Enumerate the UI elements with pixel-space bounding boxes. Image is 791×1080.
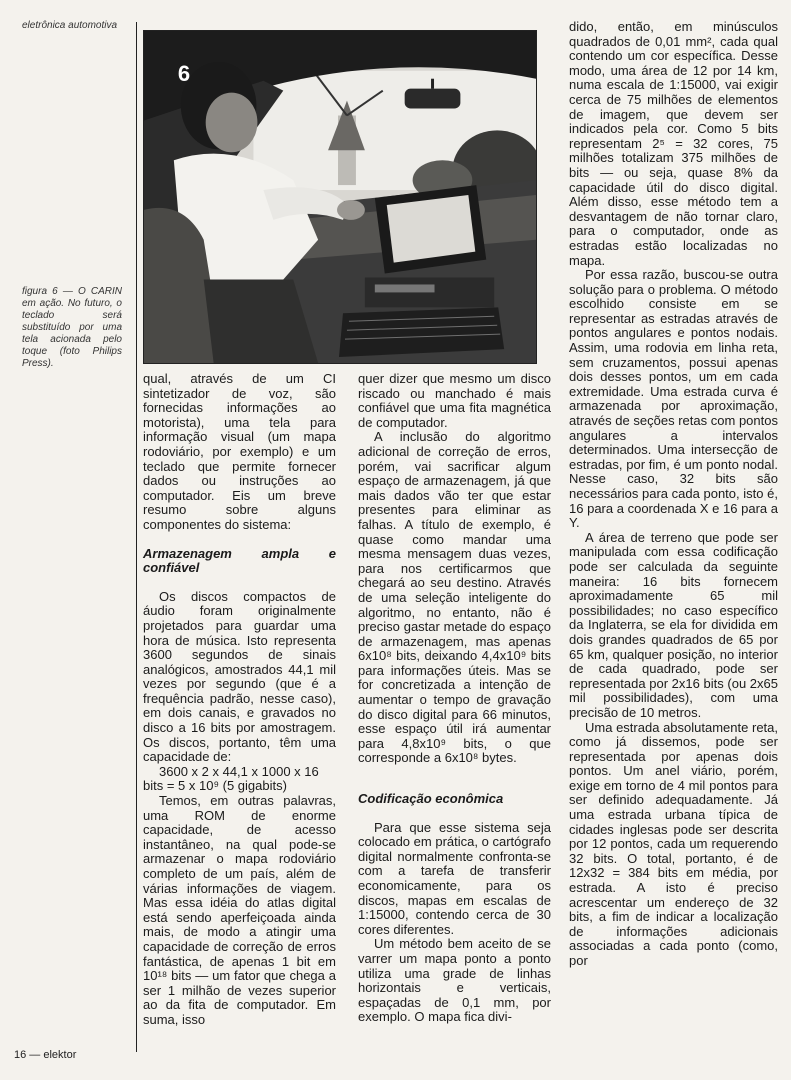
text-column-3 (569, 20, 778, 969)
column-divider (136, 22, 137, 1052)
paragraph: qual, através de um CI sintetizador de voz, são fornecidas informações ao motorista), uma tela para informação visual (um mapa rodoviário, por exemplo) e um teclado que permite fornecer dados ou instruções ao computador. Eis um breve resumo sobre alguns componentes do sistema: (143, 371, 336, 532)
figure-photo (143, 30, 537, 364)
text-column-1 (143, 372, 336, 1028)
paragraph: A área de terreno que pode ser manipulada com essa codificação pode ser calculada da seguinte maneira: 16 bits fornecem aproximadamente 65 mil possibilidades; no caso específico da Inglaterra, se ela for dividida em dois grandes quadrados de 65 por 65 km, qualquer posição, no interior de cada quadrado, pode ser representada por 2x16 bits (ou 2x65 mil possibilidades), com uma precisão de 10 metros. (569, 529, 778, 720)
formula: 3600 x 2 x 44,1 x 1000 x 16 bits = 5 x 10⁹ (5 gigabits) (143, 763, 319, 794)
paragraph: Os discos compactos de áudio foram originalmente projetados para guardar uma hora de música. Isto representa 3600 segundos de sinais analógicos, amostrados 44,1 mil vezes por segundo (que é a frequência padrão, nesse caso), em dois canais, e gravados no disco a 16 bits por amostragem. Os discos, portanto, têm uma capacidade de: (143, 588, 336, 765)
figure-caption: figura 6 — O CARIN em ação. No futuro, o teclado será substituído por uma tela acionada pelo toque (foto Philips Press). (22, 286, 122, 369)
paragraph: Uma estrada absolutamente reta, como já dissemos, pode ser representada por apenas dois pontos. Um anel viário, porém, exige em torno de 4 mil pontos para ser definido adequadamente. Já uma estrada urbana típica de cidades inglesas pode ser descrita por 12 pontos, cada um requerendo 32 bits. O total, portanto, é de 12x32 = 384 bits em média, por estrada. A isto é preciso acrescentar um endereço de 32 bits, a fim de indicar a localização de informações adicionais associadas a cada ponto (como, por (569, 719, 778, 968)
section-tag: eletrônica automotiva (22, 20, 118, 31)
page-folio: 16 — elektor (14, 1049, 77, 1061)
paragraph: Um método bem aceito de se varrer um mapa ponto a ponto utiliza uma grade de linhas horizontais e verticais, espaçadas de 0,1 mm, por exemplo. O mapa fica divi- (358, 936, 551, 1025)
paragraph: Por essa razão, buscou-se outra solução para o problema. O método escolhido consiste em se representar as estradas através de pontos angulares e pontos nodais. Assim, uma rodovia em linha reta, sem cruzamentos, possui apenas dois desses pontos, um em cada extremidade. Uma estrada curva é armazenada por aproximação, através de seções retas com pontos angulares a intervalos determinados. Uma intersecção de estradas, por fim, é um ponto nodal. Nesse caso, 32 bits são necessários para cada ponto, isto é, 16 para a coordenada X e 16 para a Y. (569, 267, 778, 531)
car-interior-photo (144, 31, 536, 363)
section-heading: Codificação econômica (358, 791, 504, 807)
text-column-2 (358, 372, 551, 1025)
figure-number: 6 (177, 61, 191, 86)
section-heading: Armazenagem ampla e confiável (143, 545, 336, 576)
paragraph: Temos, em outras palavras, uma ROM de enorme capacidade, de acesso instantâneo, na qual pode-se armazenar o mapa rodoviário completo de um país, além de várias informações de viagem. Mas essa idéia do atlas digital está sendo aperfeiçoada ainda mais, de modo a atingir uma capacidade de correção de erros fantástica, de apenas 1 bit em 10¹⁸ bits — um fator que chega a ser 1 milhão de vezes superior ao da fita de computador. Em suma, isso (143, 793, 336, 1027)
paragraph: quer dizer que mesmo um disco riscado ou manchado é mais confiável que uma fita magnética de computador. (358, 371, 551, 430)
paragraph: dido, então, em minúsculos quadrados de 0,01 mm², cada qual contendo um cor específica. Desse modo, uma área de 12 por 14 km, numa escala de 1:15000, vai exigir cerca de 75 milhões de elementos de imagem, que devem ser indicados pela cor. Como 5 bits representam 2⁵ = 32 cores, 75 milhões totalizam 375 milhões de bits — ou seja, quase 8% da capacidade útil do disco digital. Além disso, esse método tem a desvantagem de não tornar claro, para o computador, onde as estradas estão localizadas no mapa. (569, 19, 778, 268)
paragraph: Para que esse sistema seja colocado em prática, o cartógrafo digital normalmente confronta-se com a tarefa de transferir economicamente, para os discos, mapas em escalas de 1:15000, contendo cerca de 30 cores diferentes. (358, 819, 551, 937)
paragraph: A inclusão do algoritmo adicional de correção de erros, porém, vai sacrificar algum espaço de armazenagem, já que mais dados vão ter que estar presentes para eliminar as falhas. A título de exemplo, é quase como mandar uma mesma mensagem duas vezes, para nos certificarmos que chegará ao seu destino. Através de uma seleção inteligente do algoritmo, no entanto, não é preciso gastar metade do espaço de armazenagem, mas apenas 6x10⁸ bits, deixando 4,4x10⁹ bits para informações úteis. Mas se for concretizada a intenção de aumentar o tempo de gravação do disco digital para 66 minutos, esse espaço útil irá aumentar para 4,8x10⁹ bits, o que corresponde a 6x10⁸ bytes. (358, 429, 551, 766)
